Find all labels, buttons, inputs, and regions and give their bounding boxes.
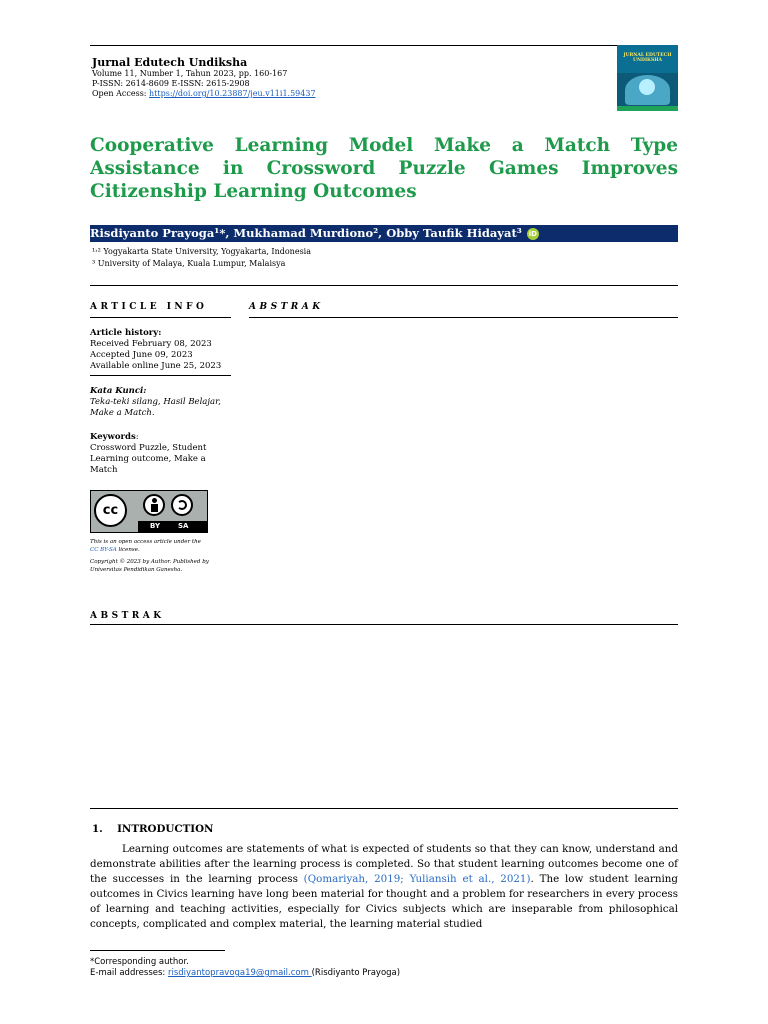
- abstrak-heading-right: ABSTRAK: [249, 302, 324, 312]
- intro-citation-link[interactable]: (Qomariyah, 2019; Yuliansih et al., 2021): [303, 873, 531, 885]
- affiliation-2: ³ University of Malaya, Kuala Lumpur, Malaisya: [92, 259, 286, 268]
- article-history-label: Article history:: [90, 328, 162, 338]
- footnote-rule: [90, 950, 225, 951]
- intro-top-rule: [90, 808, 678, 809]
- license-line-2: [90, 547, 140, 554]
- available-date: Available online June 25, 2023: [90, 361, 222, 371]
- authors-list: Risdiyanto Prayoga¹*, Mukhamad Murdiono², Obby Taufik Hidayat³: [90, 226, 522, 240]
- copyright-line-1: Copyright © 2023 by Author. Published by: [90, 559, 209, 565]
- journal-open-access: [92, 89, 316, 99]
- intro-text-2: . The low student learning outcomes in Civics learning have long been material for thought and a problem for researchers in every process of learning and teaching activities, especially for Civics subjects which are inseparable from philosophical concepts, complicated and complex material, the learning material studied: [90, 873, 678, 930]
- info-top-rule: [90, 285, 678, 286]
- journal-cover-image: [617, 45, 678, 111]
- keywords-line-3: Match: [90, 465, 118, 475]
- cc-license-link[interactable]: CC BY-SA: [90, 547, 117, 553]
- email-author-name: (Risdiyanto Prayoga): [311, 968, 401, 978]
- cc-by-label: BY: [150, 522, 161, 530]
- cover-footer-bar: [617, 106, 678, 111]
- affiliation-1: ¹˒² Yogyakarta State University, Yogyakarta, Indonesia: [92, 247, 311, 256]
- authors-bar: [90, 225, 678, 242]
- cc-by-sa-badge[interactable]: [90, 490, 208, 533]
- kata-kunci-line-1: Teka-teki silang, Hasil Belajar,: [90, 397, 221, 407]
- header-top-rule: [90, 45, 678, 46]
- abstrak-heading-bottom: ABSTRAK: [90, 611, 165, 621]
- license-suffix: license.: [116, 547, 140, 553]
- cover-title: JURNAL EDUTECH UNDIKSHA: [623, 53, 672, 63]
- keywords-heading: [90, 432, 139, 443]
- keywords-line-2: Learning outcome, Make a: [90, 454, 206, 464]
- abstrak-rule-right: [249, 317, 678, 318]
- journal-name: Jurnal Edutech Undiksha: [92, 56, 248, 69]
- sharealike-icon: [171, 494, 193, 516]
- introduction-paragraph: [90, 842, 678, 932]
- open-access-label: Open Access:: [92, 89, 150, 98]
- email-link[interactable]: risdiyantopravoga19@gmail.com: [167, 968, 312, 978]
- keywords-line-1: Crossword Puzzle, Student: [90, 443, 207, 453]
- cc-icon: cc: [94, 494, 127, 527]
- copyright-line-2: Universitas Pendidikan Ganesha.: [90, 567, 183, 573]
- keywords-label: Keywords: [90, 432, 136, 442]
- orcid-icon[interactable]: iD: [528, 230, 537, 238]
- intro-text-1: Learning outcomes are statements of what is expected of students so that they can know, understand and demonstrate abilities after the learning process is completed. So that student learning outcomes become one of the successes in the learning process: [90, 843, 678, 885]
- cc-sa-label: SA: [178, 522, 189, 530]
- article-info-heading: ARTICLE INFO: [90, 302, 208, 312]
- doi-link[interactable]: https://doi.org/10.23887/jeu.v11i1.59437: [149, 89, 316, 98]
- history-rule: [90, 375, 231, 376]
- email-line: [90, 968, 400, 978]
- received-date: Received February 08, 2023: [90, 339, 212, 349]
- journal-volume: Volume 11, Number 1, Tahun 2023, pp. 160-167: [92, 69, 288, 78]
- corresponding-author-note: *Corresponding author.: [90, 957, 189, 967]
- article-info-rule: [90, 317, 231, 318]
- license-line-1: This is an open access article under the: [90, 539, 201, 545]
- cover-glow-graphic: [639, 79, 655, 95]
- kata-kunci-label: Kata Kunci:: [90, 386, 147, 396]
- article-title: Cooperative Learning Model Make a Match Type Assistance in Crossword Puzzle Games Improves Citizenship Learning Outcomes: [90, 135, 678, 202]
- abstrak-rule-bottom: [90, 624, 678, 625]
- email-label: E-mail addresses:: [90, 968, 168, 978]
- cc-label-bar: [138, 521, 207, 532]
- journal-issn: P-ISSN: 2614-8609 E-ISSN: 2615-2908: [92, 79, 250, 88]
- introduction-heading: 1. INTRODUCTION: [92, 823, 214, 835]
- keywords-colon: :: [135, 432, 139, 442]
- accepted-date: Accepted June 09, 2023: [90, 350, 193, 360]
- by-attribution-icon: [143, 494, 165, 516]
- kata-kunci-line-2: Make a Match.: [90, 408, 155, 418]
